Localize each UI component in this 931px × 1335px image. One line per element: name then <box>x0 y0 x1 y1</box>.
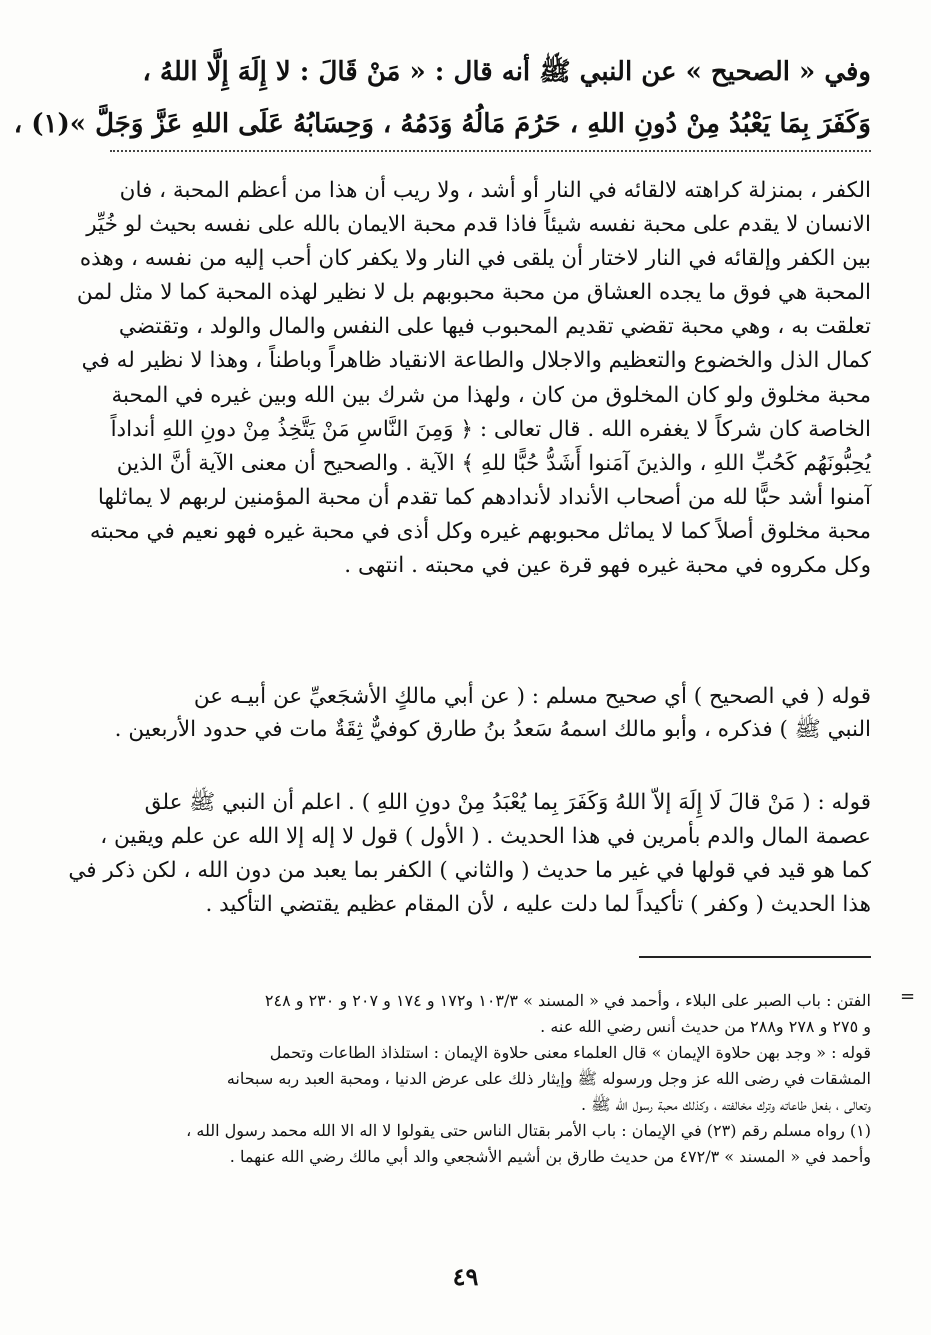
text-line: هذا الحديث ( وكفر ) تأكيداً لما دلت عليه ، لأن المقام عظيم يقتضي التأكيد . <box>205 892 871 917</box>
text-line: محبة مخلوق أصلاً كما لا يماثل محبوبهم غيره وكل أذى في محبة غيره فهو نعيم في محبته <box>89 518 871 544</box>
footnote-line: و ٢٧٥ و ٢٧٨ و٢٨٨ من حديث أنس رضي الله عنه . <box>540 1017 871 1036</box>
text-line: المحبة هي فوق ما يجده العشاق من محبة محبوبهم بل لا نظير لهذه المحبة كما لا مثل لمن <box>76 280 871 306</box>
text-line: كما هو قيد في قولها في غير ما حديث ( والثاني ) الكفر بما يعبد من دون الله ، لكن ذكر في <box>68 858 871 883</box>
text-line: الكفر ، بمنزلة كراهته لالقائه في النار أو أشد ، ولا ريب أن هذا من أعظم المحبة ، فان <box>119 178 871 203</box>
commentary-paragraph <box>58 174 871 583</box>
text-line: النبي ﷺ ) فذكره ، وأبو مالك اسمهُ سَعدُ بنُ طارق كوفيٌّ ثِقَةٌ مات في حدود الأربعين . <box>114 717 871 742</box>
hadith-line: وَكَفَرَ بِمَا يَعْبُدُ مِنْ دُونِ اللهِ ، حَرُمَ مَالُهُ وَدَمُهُ ، وَحِسَابُهُ عَلَى اللهِ عَزَّ وَجَلَّ »(١) ، <box>13 109 871 139</box>
footnote-line: وأحمد في « المسند » ٤٧٢/٣ من حديث طارق بن أشيم الأشجعي والد أبي مالك رضي الله عنهما . <box>229 1147 871 1166</box>
hadith-line: وفي « الصحيح » عن النبي ﷺ أنه قال : « مَنْ قَالَ : لا إِلَهَ إِلَّا اللهُ ، <box>142 57 871 87</box>
text-line: عصمة المال والدم بأمرين في هذا الحديث . ( الأول ) قول لا إله إلا الله عن علم ويقين ، <box>100 824 871 849</box>
text-line: يُحِبُّونَهُم كَحُبِّ اللهِ ، والذينَ آمَنوا أَشَدُّ حُبًّا للهِ ﴾ الآية . والصحيح أن معنى الآية أنَّ الذين <box>116 450 871 476</box>
footnote-line: المشقات في رضى الله عز وجل ورسوله ﷺ وإيثار ذلك على عرض الدنيا ، ومحبة العبد ربه سبحانه <box>226 1069 871 1088</box>
footnote-line: قوله : « وجد بهن حلاوة الإيمان » قال العلماء معنى حلاوة الإيمان : استلذاذ الطاعات وتحمل <box>269 1043 871 1062</box>
text-line: قوله : ( مَنْ قالَ لَا إِلَهَ إلاّ اللهُ وَكَفَرَ بِما يُعْبَدُ مِنْ دونِ اللهِ ) . اعلم أن النبي ﷺ علق <box>144 790 871 815</box>
text-line: كمال الذل والخضوع والتعظيم والاجلال والطاعة الانقياد ظاهراً وباطناً ، وهذا لا نظير له في <box>81 348 871 374</box>
text-line: آمنوا أشد حبًّا لله من أصحاب الأنداد لأندادهم كما تقدم أن محبة المؤمنين لربهم لا يماثلها <box>97 484 871 510</box>
explanation-paragraph <box>58 786 871 922</box>
text-line: قوله ( في الصحيح ) أي صحيح مسلم : ( عن أبي مالكٍ الأشجَعيِّ عن أبيـه عن <box>193 684 871 709</box>
footnote-continuation-mark: = <box>900 986 916 1007</box>
explanation-paragraph <box>58 680 871 746</box>
page-number: ٤٩ <box>452 1262 479 1291</box>
text-line: محبة مخلوق ولو كان المخلوق من كان ، ولهذا من شرك بين الله وبين غيره في المحبة <box>111 382 871 408</box>
footnote-line: (١) رواه مسلم رقم (٢٣) في الإيمان : باب الأمر بقتال الناس حتى يقولوا لا اله الا الله محمد رسول الله ، <box>186 1121 871 1140</box>
footnote-rule <box>639 956 871 958</box>
text-line: الانسان لا يقدم على محبة نفسه شيئاً فاذا قدم محبة الايمان بالله على نفسه بحيث لو خُيِّر <box>86 212 871 238</box>
hadith-text <box>13 46 871 150</box>
footnotes <box>58 988 871 1170</box>
text-line: وكل مكروه في محبة غيره فهو قرة عين في محبته . انتهى . <box>344 553 871 579</box>
footnote-line: الفتن : باب الصبر على البلاء ، وأحمد في « المسند » ١٠٣/٣ و١٧٢ و ١٧٤ و ٢٠٧ و ٢٣٠ و ٢٤٨ <box>264 991 871 1010</box>
dotted-separator <box>110 150 871 152</box>
text-line: بين الكفر وإلقائه في النار لاختار أن يلقى في النار ولا يكفر كان أحب إليه من نفسه ، وهذه <box>79 246 871 272</box>
text-line: تعلقت به ، وهي محبة تقضي تقديم المحبوب فيها على النفس والمال والولد ، وتقتضي <box>118 314 871 340</box>
footnote-line: وتعالى ، بفعل طاعاته وترك مخالفته ، وكذلك محبة رسول الله ﷺ . <box>580 1095 871 1114</box>
text-line: الخاصة كان شركاً لا يغفره الله . قال تعالى : ﴿ وَمِنَ النَّاسِ مَنْ يَتَّخِذُ مِنْ دونِ اللهِ أنداداً <box>110 416 871 442</box>
